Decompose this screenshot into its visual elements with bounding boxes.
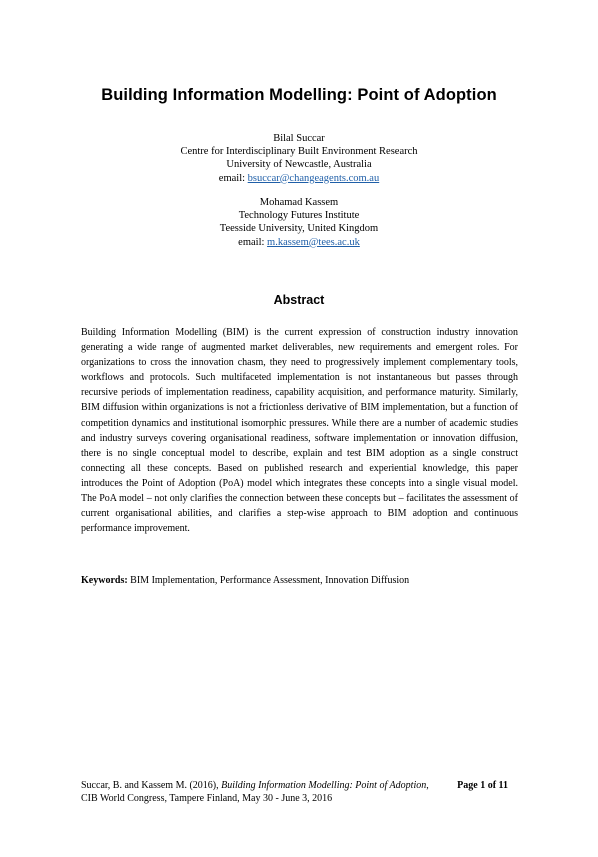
author-block-2 [0, 196, 598, 249]
citation-prefix: Succar, B. and Kassem M. (2016), [81, 780, 222, 791]
page-footer [81, 779, 518, 805]
footer-citation [81, 779, 441, 805]
email-label: email: [238, 236, 265, 248]
page-label: Page [457, 780, 481, 791]
email-label: email: [218, 172, 246, 184]
citation-suffix: , CIB World Congress, Tampere Finland, May 30 - June 3, 2016 [81, 780, 429, 804]
author-affiliation: Technology Futures Institute [238, 210, 360, 222]
keywords-line [81, 574, 518, 587]
page-total: 11 [498, 780, 508, 791]
page-of: of [485, 780, 499, 791]
citation-title: Building Information Modelling: Point of Adoption [221, 780, 427, 791]
keywords-label: Keywords: [81, 575, 128, 586]
abstract-text: Building Information Modelling (BIM) is the current expression of construction industry innovation generating a wide range of augmented market deliverables, new requirements and emergent roles. For organizations to cross the innovation chasm, they need to progressively implement complementary tools, workflows and protocols. Such multifaceted implementation is not instantaneous but passes through recursive periods of implementation readiness, capability acquisition, and performance maturity. Similarly, BIM diffusion within organizations is not a frictionless derivative of BIM implementation, but a function of competition dynamics and institutional isomorphic pressures. While there are a number of academic studies and industry surveys covering organisational readiness, software implementation or innovation diffusion, there is no single conceptual model to describe, explain and test BIM adoption as a single construct connecting all these concepts. Based on published research and experiential knowledge, this paper introduces the Point of Adoption (PoA) model which integrates these concepts into a single visual model. The PoA model – not only clarifies the connection between these concepts but – facilitates the assessment of current organisational abilities, and clarifies a step-wise approach to BIM adoption and continuous performance improvement. [81, 327, 518, 535]
author-email-line [0, 172, 598, 185]
author-email-link[interactable]: m.kassem@tees.ac.uk [267, 236, 360, 248]
abstract-heading: Abstract [273, 293, 325, 307]
author-email-link[interactable]: bsuccar@changeagents.com.au [247, 172, 380, 184]
page-number [457, 779, 508, 792]
author-name: Mohamad Kassem [259, 197, 339, 208]
author-affiliation: Centre for Interdisciplinary Built Environment Research [180, 146, 418, 158]
author-name: Bilal Succar [273, 133, 325, 144]
author-block-1 [0, 132, 598, 185]
keywords-text: BIM Implementation, Performance Assessment, Innovation Diffusion [130, 575, 410, 586]
paper-title: Building Information Modelling: Point of Adoption [101, 86, 497, 104]
author-email-line [0, 236, 598, 249]
page-current: 1 [480, 780, 486, 791]
author-affiliation: University of Newcastle, Australia [226, 159, 372, 171]
author-affiliation: Teesside University, United Kingdom [219, 223, 379, 235]
